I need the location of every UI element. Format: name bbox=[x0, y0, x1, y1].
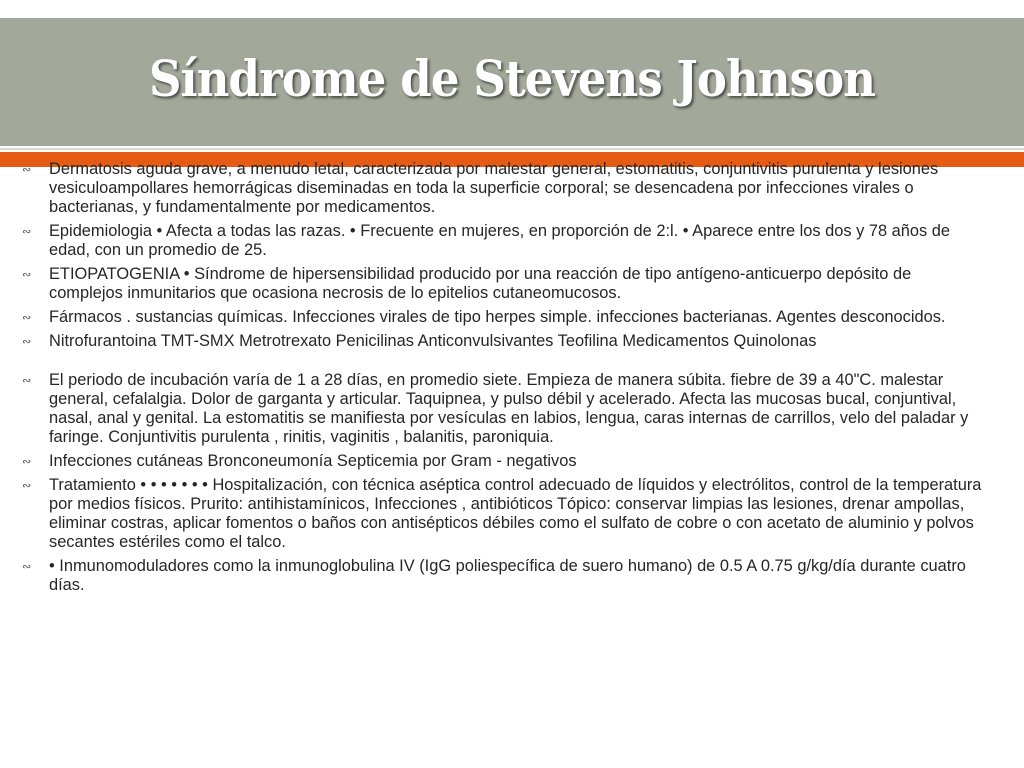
bullet-icon: ∾ bbox=[22, 311, 32, 324]
list-item-text: ETIOPATOGENIA • Síndrome de hipersensibilidad producido por una reacción de tipo antígeno-anticuerpo depósito de complejos inmunitarios que ocasiona necrosis de lo epitelios cutaneomucosos. bbox=[49, 265, 912, 302]
title-divider-line bbox=[0, 148, 1024, 150]
bullet-icon: ∾ bbox=[22, 268, 32, 281]
bullet-icon: ∾ bbox=[22, 163, 32, 176]
list-item bbox=[22, 222, 988, 260]
bullet-icon: ∾ bbox=[22, 374, 32, 387]
bullet-icon: ∾ bbox=[22, 560, 32, 573]
list-item-text: Nitrofurantoina TMT-SMX Metrotrexato Penicilinas Anticonvulsivantes Teofilina Medicamentos Quinolonas bbox=[49, 332, 817, 350]
bullet-icon: ∾ bbox=[22, 455, 32, 468]
list-item-text: • Inmunomoduladores como la inmunoglobulina IV (IgG poliespecífica de suero humano) de 0.5 A 0.75 g/kg/día durante cuatro días. bbox=[49, 557, 966, 594]
list-item bbox=[22, 308, 988, 327]
list-item bbox=[22, 160, 988, 217]
list-item-text: Tratamiento • • • • • • • Hospitalización, con técnica aséptica control adecuado de líquidos y electrólitos, control de la temperatura por medios físicos. Prurito: antihistamínicos, Infecciones , antibióticos Tópico: conservar limpias las lesiones, drenar ampollas, eliminar costras, aplicar fomentos o baños con antisépticos débiles como el sulfato de cobre o con acetato de aluminio y polvos secantes estériles como el talco. bbox=[49, 476, 982, 551]
bullet-icon: ∾ bbox=[22, 479, 32, 492]
list-item bbox=[22, 557, 988, 595]
slide-title: Síndrome de Stevens Johnson bbox=[148, 49, 876, 108]
list-item bbox=[22, 371, 988, 447]
bullet-icon: ∾ bbox=[22, 335, 32, 348]
list-item-text: Dermatosis aguda grave, a menudo letal, caracterizada por malestar general, estomatitis, conjuntivitis purulenta y lesiones vesiculoampollares hemorrágicas diseminadas en toda la superficie corporal; se desencadena por infecciones virales o bacterianas, y fundamentalmente por medicamentos. bbox=[49, 160, 939, 216]
list-item-text: El periodo de incubación varía de 1 a 28 días, en promedio siete. Empieza de manera súbita. fiebre de 39 a 40"C. malestar general, cefalalgia. Dolor de garganta y articular. Taquipnea, y pulso débil y acelerado. Afecta las mucosas bucal, conjuntival, nasal, anal y genital. La estomatitis se manifiesta por vesículas en labios, lengua, caras internas de carrillos, velo del paladar y faringe. Conjuntivitis purulenta , rinitis, vaginitis , balanitis, paroniquia. bbox=[49, 371, 969, 446]
list-item-text: Fármacos . sustancias químicas. Infecciones virales de tipo herpes simple. infecciones bacterianas. Agentes desconocidos. bbox=[49, 308, 946, 326]
list-item bbox=[22, 452, 988, 471]
list-item-text: Infecciones cutáneas Bronconeumonía Septicemia por Gram - negativos bbox=[49, 452, 577, 470]
list-item bbox=[22, 265, 988, 303]
list-item bbox=[22, 332, 988, 351]
list-item-text: Epidemiologia • Afecta a todas las razas. • Frecuente en mujeres, en proporción de 2:l. • Aparece entre los dos y 78 años de edad, con un promedio de 25. bbox=[49, 222, 951, 259]
list-item bbox=[22, 476, 988, 552]
bullet-icon: ∾ bbox=[22, 225, 32, 238]
bullet-list bbox=[22, 160, 988, 600]
